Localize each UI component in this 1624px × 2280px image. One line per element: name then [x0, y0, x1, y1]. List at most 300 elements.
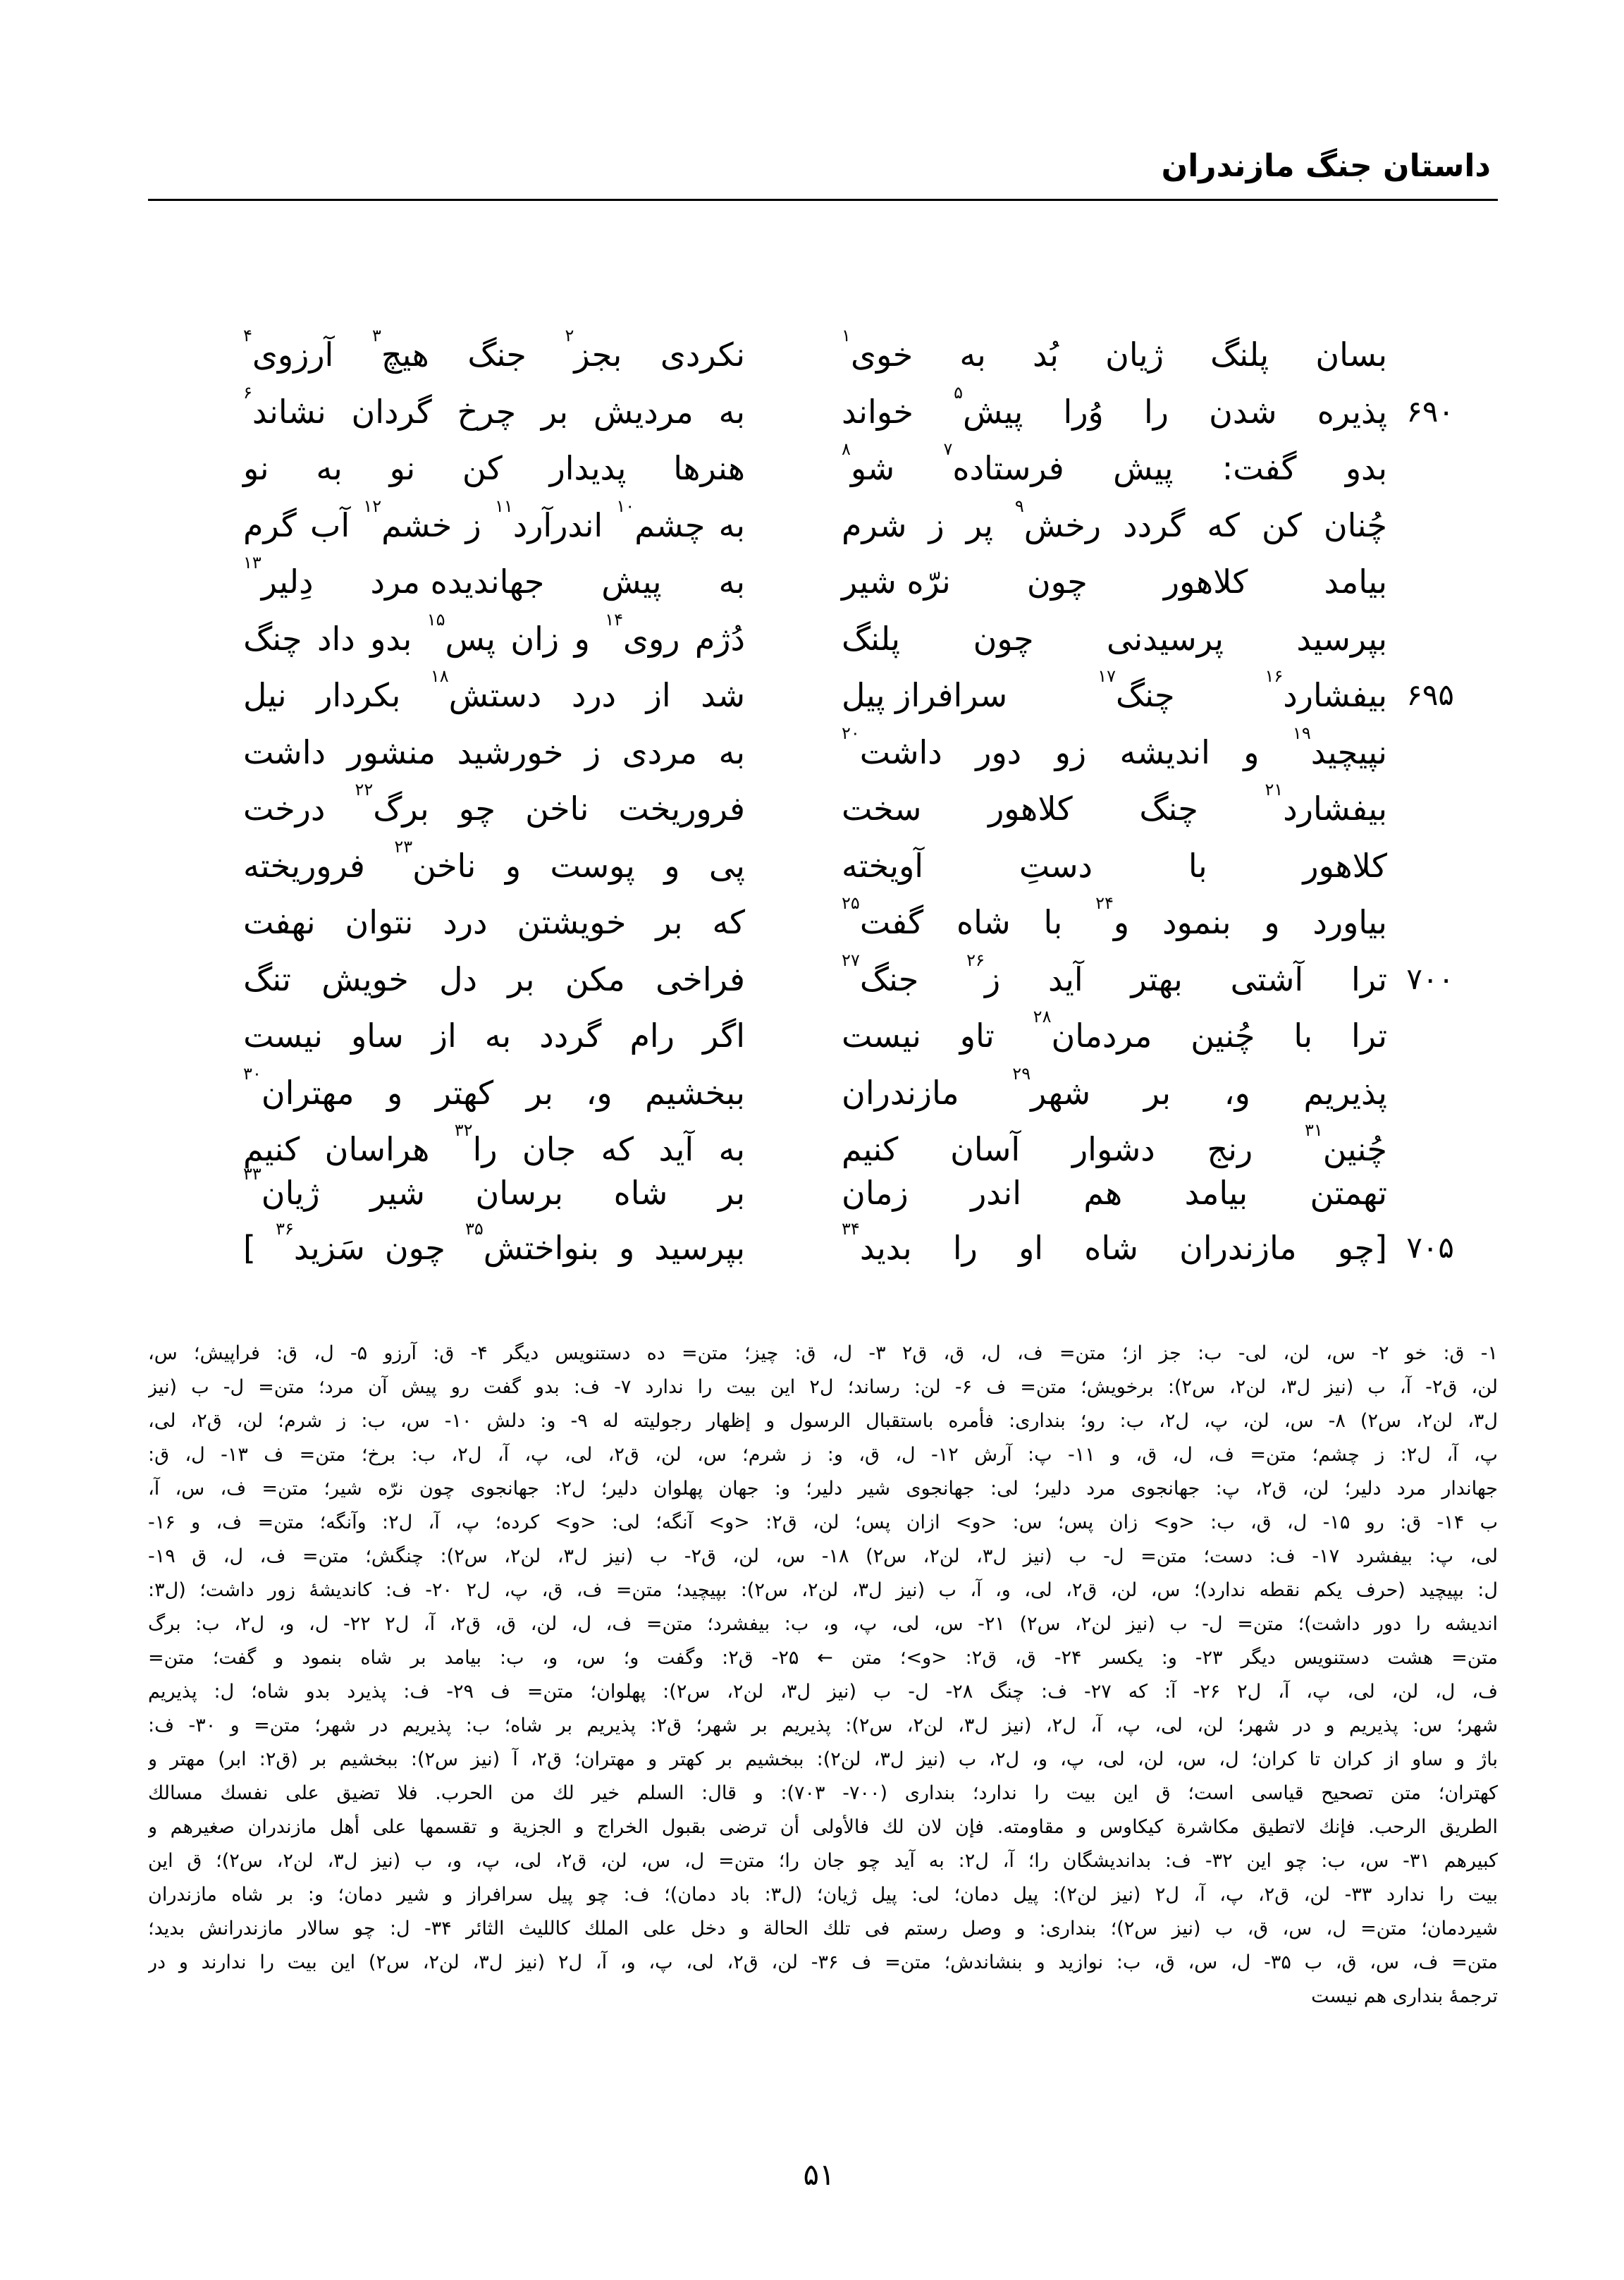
footnote-line: بیت را ندارد ۳۳- لن، ق۲، پ، آ، ل۲ (نیز لن۲): پیل دمان؛ لی: پیل ژیان؛ (ل۳: باد دمان)؛ ف: چو پیل سرافراز و شیر دمان؛ و: بر شاه مازندران	[148, 1884, 1498, 1906]
verse-word: دشوار	[1071, 1130, 1155, 1168]
first-hemistich	[842, 497, 1387, 553]
verse-word: بنمود	[1162, 903, 1231, 941]
verse-word: جنگ	[467, 336, 527, 374]
verse-row	[0, 894, 1624, 950]
verse-word: تنگ	[243, 960, 291, 998]
verse-word: با	[1293, 1017, 1313, 1055]
word-text: پیش	[963, 392, 1023, 431]
word-text: مهتران	[261, 1073, 355, 1112]
verse-word: کلاهور	[988, 790, 1073, 828]
verse-word: مکن	[565, 960, 625, 998]
footnote-marker: ۹	[1014, 496, 1024, 516]
verse-word: چون	[384, 1229, 445, 1267]
verse-word: نرّه شیر	[842, 563, 951, 601]
first-hemistich	[842, 440, 1387, 496]
verse-word: ز	[584, 733, 601, 771]
verse-word	[494, 496, 603, 544]
verse-word	[276, 1219, 365, 1267]
word-text: دِلیر	[261, 563, 314, 601]
verse-word: و	[1264, 903, 1280, 941]
footnote-marker: ۳۲	[454, 1120, 473, 1140]
footnote-marker: ۳۳	[243, 1164, 262, 1184]
verse-word: شدن	[1209, 392, 1277, 431]
verse-word: کلاهور	[1163, 563, 1248, 601]
first-hemistich	[842, 951, 1387, 1007]
verse-word	[565, 326, 622, 374]
word-text: بجز	[574, 336, 622, 374]
verse-row	[0, 667, 1624, 723]
verse-word	[243, 382, 326, 431]
footnote-marker: ۷	[943, 439, 953, 459]
verse-word: تاو	[959, 1017, 995, 1055]
verse-row	[0, 1165, 1624, 1221]
footnote-line: لن، ق۲- آ، ب (نیز ل۳، لن۲، س۲): برخویش؛ متن= ف ۶- لن: رساند؛ ل۲ این بیت را ندارد ۷- ف: بدو گفت رو پیش آن مرد؛ متن= ل- ب (نیز	[148, 1376, 1498, 1398]
verse-word: جهاندیده مرد	[370, 563, 545, 601]
verse-word	[1012, 1063, 1091, 1112]
verse-word: آشتی	[1230, 960, 1304, 998]
second-hemistich	[243, 894, 745, 950]
verse-word: نهفت	[243, 903, 316, 941]
footnote-marker: ۱۰	[616, 496, 635, 516]
verse-word	[605, 609, 680, 658]
word-text: و	[1113, 903, 1130, 941]
verse-row	[0, 497, 1624, 553]
second-hemistich	[243, 838, 745, 894]
footnote-marker: ۱۵	[426, 609, 445, 630]
verse-word: و	[1243, 733, 1260, 771]
footnote-marker: ۱۷	[1097, 666, 1116, 686]
verse-word: به	[718, 505, 745, 544]
footnote-marker: ۱۳	[243, 553, 262, 572]
verse-word: داد	[317, 619, 355, 658]
verse-row	[0, 384, 1624, 440]
footnote-marker: ۲۲	[355, 780, 374, 799]
verse-word: دور	[976, 733, 1022, 771]
verse-word	[1097, 666, 1175, 714]
verse-word	[616, 496, 706, 544]
word-text: چُنین	[1322, 1130, 1387, 1168]
verse-word: از	[646, 676, 671, 714]
verse-word: پذیره	[1317, 392, 1387, 431]
verse-word: بسان	[1315, 336, 1387, 374]
footnote-marker: ۲۶	[966, 950, 985, 970]
verse-word: و	[387, 1073, 403, 1112]
word-text: داشت	[859, 733, 942, 771]
first-hemistich	[842, 384, 1387, 440]
word-text: بیفشارد	[1283, 790, 1387, 828]
footnote-marker: ۳۴	[842, 1219, 860, 1239]
footnote-marker: ۲	[565, 326, 574, 345]
footnote-line: متن= ف، س، ق، ب ۳۵- ل، س، ق، ب: نوازید و بنشاندش؛ متن= ف ۳۶- لن، ق۲، لی، پ، و، آ، ل۲ (نیز ل۳، لن۲، س۲) این بیت را ندارند و در	[148, 1951, 1498, 1973]
verse-row	[0, 553, 1624, 610]
verse-word: شرم	[842, 505, 907, 544]
word-text: چشم	[634, 505, 706, 544]
verse-word: برسان	[475, 1174, 564, 1212]
verse-word	[430, 666, 542, 714]
verse-word: آسان	[950, 1130, 1021, 1168]
verse-word: سرافراز پیل	[842, 676, 1008, 714]
verse-word: ترا	[1351, 1017, 1387, 1055]
verse-word: به	[718, 392, 745, 431]
footnote-line: پ، آ، ل۲: ز چشم؛ متن= ف، ل، ق، و ۱۱- پ: آرش ۱۲- ل، ق، و: ز شرم؛ س، لن، ق۲، لی، پ، آ، ل۲، ب: برخ؛ متن= ف ۱۳- ل، ق:	[148, 1444, 1498, 1466]
verse-word: پی	[708, 846, 745, 885]
second-hemistich	[243, 497, 745, 553]
verse-word	[842, 950, 919, 998]
verse-row	[0, 1007, 1624, 1064]
verse-word: آید	[1047, 960, 1083, 998]
verse-word: خویش	[321, 960, 409, 998]
verse-word: چرخ	[457, 392, 517, 431]
footnote-line: ب ۱۴- ق: رو ۱۵- ل، ق، ب: <و> زان پس؛ س: <و> ازان پس؛ لن، ق۲: <و> آنگه؛ لی: <و> کرده؛ پ، آ، ل۲: وآنگه؛ متن= ف، و ۱۶-	[148, 1512, 1498, 1533]
verse-word: بر	[718, 1174, 745, 1212]
verse-word: کنیم	[842, 1130, 899, 1168]
first-hemistich	[842, 780, 1387, 837]
verse-word: خورشید	[457, 733, 564, 771]
footnote-line: شیردمان؛ متن= ل، س، ق، ب (نیز س۲)؛ بنداری: و وصل رستم فی تلك الحالة و دخل علی الملك كالليث الثائر ۳۴- ل: چو سالار مازندرانش بدید؛	[148, 1918, 1498, 1939]
verse-word: دل	[439, 960, 478, 998]
footnote-marker: ۲۰	[842, 723, 860, 743]
word-text: آرزوی	[252, 336, 334, 374]
second-hemistich	[243, 611, 745, 667]
verse-word	[363, 496, 453, 544]
verse-word	[465, 1219, 599, 1267]
second-hemistich	[243, 780, 745, 837]
word-text: شو	[850, 449, 895, 487]
verse-word: چون	[973, 619, 1034, 658]
verse-word: خویشتن	[517, 903, 627, 941]
footnote-marker: ۱۲	[363, 496, 382, 516]
verse-word: ز	[465, 505, 481, 544]
verse-word	[1305, 1120, 1387, 1168]
verse-word: پرسیدنی	[1107, 619, 1224, 658]
verse-word: پدیدار	[549, 449, 627, 487]
word-text: پس	[445, 619, 496, 658]
verse-word: وُرا	[1063, 392, 1104, 431]
verse-word: چنگ	[243, 619, 302, 658]
word-text: بیفشارد	[1283, 676, 1387, 714]
verse-number: ۷۰۰	[1406, 961, 1454, 996]
verse-word: کنیم	[243, 1130, 300, 1168]
footnote-marker: ۳۱	[1305, 1120, 1323, 1140]
second-hemistich	[243, 951, 745, 1007]
verse-word: هم	[1083, 1174, 1123, 1212]
footnote-marker: ۳۵	[465, 1219, 484, 1239]
footnote-line: ل: بپیچید (حرف یکم نقطه ندارد)؛ س، لن، ق۲، لی، و، آ، ب (نیز ل۳، لن۲، س۲): بپیچید؛ متن= ف، ق، پ، ل۲ ۲۰- ف: کاندیشهٔ زور داشت؛ (ل۳:	[148, 1579, 1498, 1601]
verse-word: فراخی	[656, 960, 745, 998]
verse-word: فروریخته	[243, 846, 365, 885]
verse-word	[1265, 780, 1387, 828]
verse-word: بر	[508, 960, 535, 998]
verse-word: بیاورد	[1312, 903, 1387, 941]
verse-word: درد	[571, 676, 617, 714]
verse-row	[0, 326, 1624, 383]
verse-word: آویخته	[842, 846, 924, 885]
verse-word: مازندران	[842, 1073, 959, 1112]
footnote-marker: ۵	[954, 382, 964, 403]
footnote-line: اندیشه را دور داشت)؛ متن= ل- ب (نیز لن۲، س۲) ۲۱- س، لی، پ، و، ب: بیفشرد؛ متن= ف، ل، لن، ق، ق۲، آ، ل۲ ۲۲- ل، و، ل۲، ب: برگ	[148, 1613, 1498, 1635]
second-hemistich	[243, 440, 745, 496]
verse-word: از	[431, 1017, 457, 1055]
verse-word: کن	[1261, 505, 1302, 544]
verse-word: بر	[656, 903, 683, 941]
verse-word: کهتر	[435, 1073, 494, 1112]
verse-word: اندیشه	[1119, 733, 1210, 771]
verse-word: ]	[243, 1229, 256, 1267]
verse-number: ۶۹۵	[1406, 678, 1454, 712]
verse-number: ۷۰۵	[1406, 1230, 1454, 1265]
verse-word: چُنین	[1191, 1017, 1255, 1055]
verse-word: شاه	[1084, 1229, 1138, 1267]
second-hemistich	[243, 724, 745, 780]
verse-word: تهمتن	[1310, 1174, 1387, 1212]
first-hemistich	[842, 1065, 1387, 1121]
verse-word: بهتر	[1131, 960, 1183, 998]
second-hemistich	[243, 1220, 745, 1276]
word-text: فرستاده	[952, 449, 1064, 487]
footnote-line: ۱- ق: خو ۲- س، لن، لی- ب: جز از؛ متن= ف، ل، ق، ق۲ ۳- ل، ق: چیز؛ متن= ده دستنویس دیگر ۴- ق: آرزو ۵- ل، ق: فراپیش؛ س،	[148, 1342, 1498, 1364]
verse-word: بپرسید	[1296, 619, 1387, 658]
footnote-line: کهتران؛ متن تصحیح قیاسی است؛ ق این بیت را ندارد؛ بنداری (۷۰۰- ۷۰۳): و قال: السلم خیر لك من الحرب. فلا تضیق علی نفسك مسالك	[148, 1782, 1498, 1804]
verse-word	[243, 553, 314, 601]
verse-row	[0, 724, 1624, 780]
verse-word: نو	[243, 449, 269, 487]
first-hemistich	[842, 667, 1387, 723]
verse-word: گردد	[1123, 505, 1186, 544]
verse-word	[842, 439, 895, 487]
word-text: ژیان	[261, 1174, 320, 1212]
verse-word	[1292, 723, 1387, 771]
verse-word: زان	[510, 619, 560, 658]
verse-word: پیش	[1113, 449, 1174, 487]
verse-word	[1265, 666, 1387, 714]
verse-word: و	[574, 619, 590, 658]
verse-word: پیش	[601, 563, 662, 601]
verse-word: نکردی	[660, 336, 745, 374]
verse-word: فروریخت	[618, 790, 745, 828]
footnote-marker: ۲۹	[1012, 1063, 1031, 1084]
footnote-marker: ۱	[842, 326, 851, 345]
verse-word: کن	[462, 449, 503, 487]
verse-word: کلاهور	[1303, 846, 1387, 885]
footnote-marker: ۱۱	[494, 496, 513, 516]
verse-row	[0, 951, 1624, 1007]
verse-word: و	[619, 1229, 635, 1267]
verse-word: بر	[1143, 1073, 1171, 1112]
verse-word: که	[601, 1130, 634, 1168]
footnote-line: لی، پ: بیفشرد ۱۷- ف: دست؛ متن= ل- ب (نیز ل۳، لن۲، س۲) ۱۸- س، لن، ق۲- ب (نیز ل۳، لن۲، س۲): چنگش؛ متن= ف، ل، ق ۱۹-	[148, 1545, 1498, 1567]
verse-word: جان	[522, 1130, 577, 1168]
verse-word: به	[718, 563, 745, 601]
verse-word: به	[959, 336, 986, 374]
footnote-marker: ۲۱	[1265, 780, 1284, 799]
verse-word	[371, 326, 429, 374]
word-text: نپیچید	[1310, 733, 1387, 771]
verse-word	[966, 950, 1001, 998]
verse-word: چو	[458, 790, 496, 828]
verse-word: منشور	[347, 733, 436, 771]
verse-word: شاه	[613, 1174, 668, 1212]
second-hemistich	[243, 1007, 745, 1064]
word-text: خشم	[381, 505, 453, 544]
word-text: ناخن	[412, 846, 476, 885]
page-number: ۵۱	[803, 2157, 835, 2192]
verse-word: گردان	[351, 392, 432, 431]
verse-word: اندر	[971, 1174, 1022, 1212]
verse-word: بُد	[1032, 336, 1059, 374]
second-hemistich	[243, 326, 745, 383]
word-text: روی	[622, 619, 680, 658]
footnote-line: ف، ل، لن، لی، پ، آ، ل۲ ۲۶- آ: که ۲۷- ف: چنگ ۲۸- ل- ب (نیز ل۳، لن۲، س۲): پهلوان؛ متن= ف ۲۹- ف: پذیرد بدو شاه؛ ل: پذیریم	[148, 1681, 1498, 1703]
verse-word: ناخن	[525, 790, 589, 828]
footnote-marker: ۲۳	[394, 836, 413, 857]
verse-word: رام	[629, 1017, 675, 1055]
verse-word: خواند	[842, 392, 914, 431]
verse-word	[842, 1219, 912, 1267]
verse-word	[1014, 496, 1102, 544]
verse-word: با	[1188, 846, 1207, 885]
footnote-marker: ۲۵	[842, 893, 860, 913]
running-header-title: داستان جنگ مازندران	[1161, 148, 1491, 184]
verse-word: آب	[310, 505, 350, 544]
footnote-marker: ۶	[243, 382, 252, 403]
verse-word: و،	[586, 1073, 613, 1112]
verse-word	[943, 439, 1064, 487]
second-hemistich	[243, 553, 745, 610]
verse-word: درد	[443, 903, 488, 941]
verse-word: نیست	[842, 1017, 921, 1055]
first-hemistich	[842, 838, 1387, 894]
footnote-line: باژ و ساو از کران تا کران؛ ل، س، لن، لی، پ، و، ل۲، ب (نیز ل۳، لن۲): ببخشیم بر کهتر و مهتران؛ ق۲، آ (نیز س۲): ببخشیم بر (ق۲: ابر) مهتر و	[148, 1748, 1498, 1770]
verse-row	[0, 1065, 1624, 1121]
verse-word: آید	[658, 1130, 694, 1168]
verse-word	[842, 723, 942, 771]
second-hemistich	[243, 384, 745, 440]
verse-word	[394, 836, 476, 885]
verse-word: پذیریم	[1303, 1073, 1387, 1112]
verse-word: زمان	[842, 1174, 909, 1212]
verse-word: مردیش	[593, 392, 694, 431]
verse-word: ترا	[1351, 960, 1387, 998]
footnote-marker: ۱۹	[1292, 723, 1311, 743]
footnote-marker: ۳۶	[276, 1219, 294, 1239]
verse-word: نتوان	[345, 903, 414, 941]
verse-word: بر	[541, 392, 569, 431]
verse-word: ژیان	[1105, 336, 1164, 374]
verse-word: و	[664, 846, 680, 885]
verse-word: شیر	[370, 1174, 425, 1212]
footnote-marker: ۸	[842, 439, 851, 459]
footnote-line: ترجمهٔ بنداری هم نیست	[1311, 1985, 1498, 2007]
header-rule	[148, 199, 1498, 201]
word-text: بنواختش	[483, 1229, 599, 1267]
verse-word	[426, 609, 496, 658]
verse-word: نیست	[243, 1017, 323, 1055]
verse-word	[842, 326, 914, 374]
verse-word: بکردار	[316, 676, 401, 714]
verse-word: پلنگ	[842, 619, 901, 658]
footnote-line: متن= هشت دستنویس دیگر ۲۳- و: یکسر ۲۴- ق، ق۲: <و>؛ متن ← ۲۵- ق۲: وگفت و؛ س، و، ب: بیامد بر شاه بنمود و گفت؛ متن=	[148, 1647, 1498, 1669]
verse-word: بدو	[370, 619, 412, 658]
footnote-line: ل۳، لن۲، س۲) ۸- س، لن، پ، ل۲، ب: رو؛ بنداری: فأمره باستقبال الرسول و إظهار رجولیته له ۹- و: دلش ۱۰- س، ب: ز شرم؛ لن، ق۲، لی،	[148, 1410, 1498, 1432]
footnote-line: شهر؛ س: پذیریم و در شهر؛ لن، لی، پ، آ، ل۲، (نیز ل۳، لن۲، س۲): پذیریم بر شهر؛ ق۲: پذیریم بر شاه؛ ب: پذیریم در شهر؛ متن= و ۳۰- ف:	[148, 1715, 1498, 1736]
verse-word	[454, 1120, 498, 1168]
verse-word: هراسان	[324, 1130, 430, 1168]
footnotes	[148, 1337, 1498, 2014]
verse-word: به	[316, 449, 343, 487]
verse-word: او	[1019, 1229, 1044, 1267]
footnote-marker: ۱۴	[605, 609, 623, 630]
verse-word: ببخشیم	[645, 1073, 745, 1112]
verse-word: دستِ	[1019, 846, 1093, 885]
word-text: اندرآرد	[512, 505, 603, 544]
verse-word	[1033, 1007, 1152, 1055]
verse-word: که	[712, 903, 745, 941]
footnote-marker: ۳	[371, 326, 381, 345]
verse-word: و،	[1224, 1073, 1250, 1112]
word-text: برگ	[373, 790, 429, 828]
word-text: شهر	[1031, 1073, 1091, 1112]
verse-word: پلنگ	[1210, 336, 1269, 374]
first-hemistich	[842, 326, 1387, 383]
verse-word: به	[484, 1017, 512, 1055]
word-text: هیچ	[381, 336, 429, 374]
verse-word: بر	[526, 1073, 553, 1112]
verse-word: بیامد	[1324, 563, 1387, 601]
verse-word: [چو	[1337, 1229, 1387, 1267]
verse-word	[954, 382, 1023, 431]
verse-row	[0, 838, 1624, 894]
verse-row	[0, 780, 1624, 837]
verse-word: چنگ	[1139, 790, 1198, 828]
verse-word: مازندران	[1179, 1229, 1297, 1267]
verse-word: را	[952, 1229, 978, 1267]
word-text: گفت	[859, 903, 924, 941]
verse-word: اگر	[702, 1017, 745, 1055]
first-hemistich	[842, 1165, 1387, 1221]
verse-word: سخت	[842, 790, 922, 828]
word-text: سَزید	[293, 1229, 365, 1267]
verse-word: هنرها	[673, 449, 745, 487]
footnote-line: کبیرهم ۳۱- س، ب: چو این ۳۲- ف: بداندیشگان را؛ آ، ل۲: به آید چو جان را؛ متن= ل، س، لن، ق۲، لی، پ، و، ب (نیز ل۳، لن۲، س۲)؛ ق این	[148, 1850, 1498, 1872]
verse-word	[1095, 893, 1130, 941]
footnote-line: الطریق الرحب. فإنك لاتطیق مكاشرة كیكاوس و مقاومته. فإن لان لك فالأولی أن ترضی بقبول الخراج و الجزیة و تقسمها علی أهل مازندران صغیرهم و	[148, 1816, 1498, 1838]
verse-word	[243, 1164, 320, 1212]
verse-row	[0, 440, 1624, 496]
word-text: دستش	[448, 676, 542, 714]
verse-word: دُژم	[694, 619, 745, 658]
verse-word: مردی	[622, 733, 698, 771]
word-text: چنگ	[1116, 676, 1175, 714]
verse-word: چُنان	[1323, 505, 1387, 544]
footnote-marker: ۱۸	[430, 666, 449, 686]
footnote-marker: ۲۷	[842, 950, 860, 970]
first-hemistich	[842, 724, 1387, 780]
verse-word: که	[1207, 505, 1240, 544]
verse-row	[0, 611, 1624, 667]
word-text: بدید	[859, 1229, 912, 1267]
word-text: ز	[984, 960, 1001, 998]
word-text: را	[472, 1130, 498, 1168]
first-hemistich	[842, 553, 1387, 610]
footnote-marker: ۴	[243, 326, 252, 345]
footnote-line: جهاندار مرد دلیر؛ لن، ق۲، پ: جهانجوی مرد دلیر؛ لی: جهانجوی شیر دلیر؛ و: جهان پهلوان دلیر؛ ل۲: جهانجوی چون نرّه شیر؛ متن= ف، س، آ،	[148, 1478, 1498, 1500]
verse-word: درخت	[243, 790, 326, 828]
verse-word: زو	[1054, 733, 1087, 771]
first-hemistich	[842, 894, 1387, 950]
word-text: رخش	[1023, 505, 1102, 544]
verse-word: بپرسید	[654, 1229, 745, 1267]
first-hemistich	[842, 1220, 1387, 1276]
